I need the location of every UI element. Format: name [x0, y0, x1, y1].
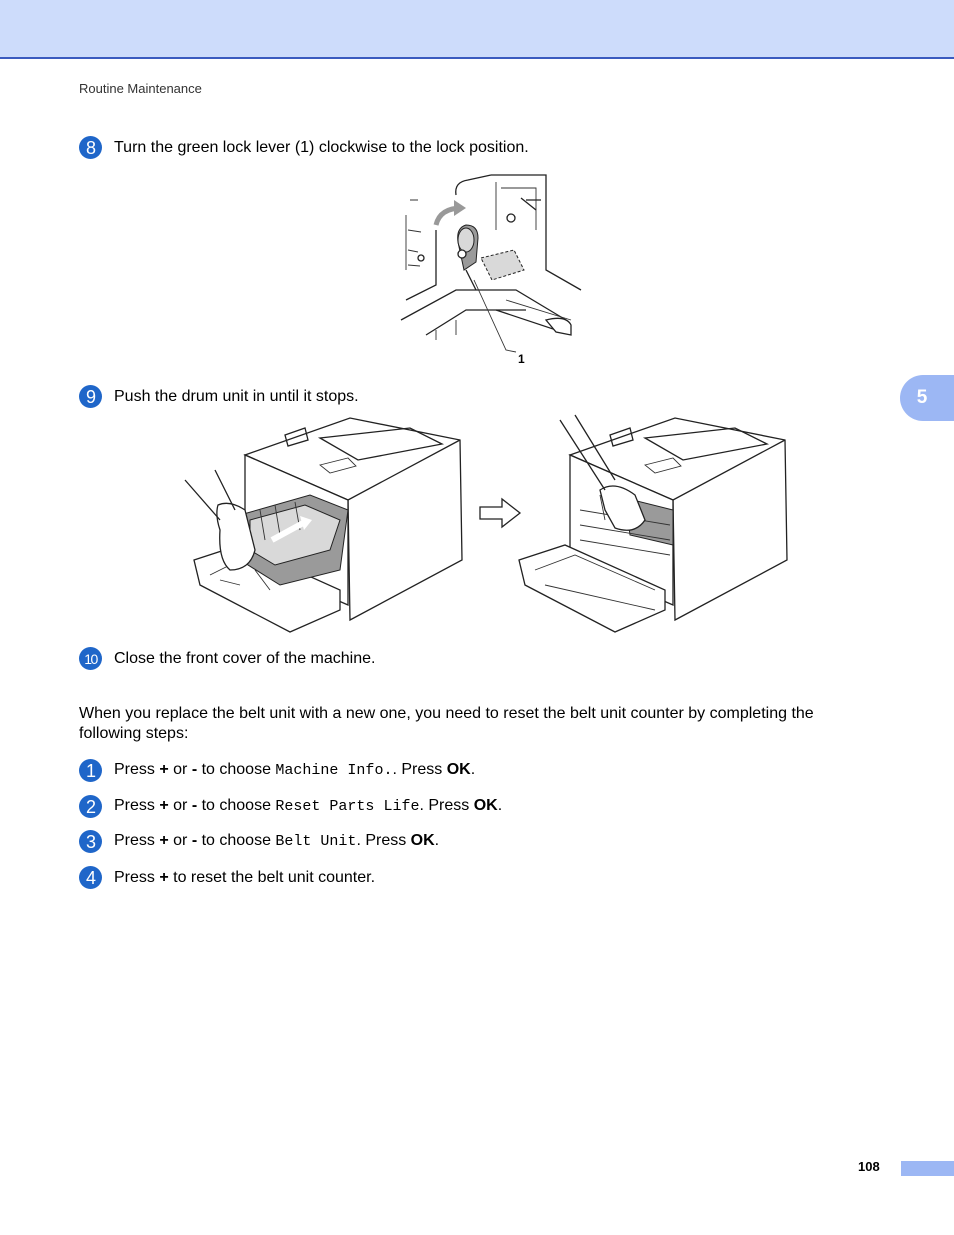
lock-lever-illustration — [396, 170, 586, 370]
step-number-badge: 10 — [79, 647, 102, 670]
minus-key: - — [191, 832, 198, 849]
text-press: Press — [114, 868, 160, 886]
plus-key: + — [159, 832, 169, 849]
text-rest: to reset the belt unit counter. — [168, 868, 376, 886]
ok-key: OK — [446, 761, 471, 778]
reset-step-2 — [79, 795, 502, 818]
text-choose: to choose — [197, 832, 276, 849]
step-number-badge: 4 — [79, 866, 102, 889]
reset-step-1 — [79, 759, 475, 782]
text-or: or — [168, 797, 192, 814]
text-press-ok: . Press — [392, 761, 447, 778]
header-band — [0, 0, 954, 59]
step-text — [114, 760, 475, 781]
step-text — [114, 796, 502, 817]
text-choose: to choose — [197, 761, 276, 778]
step-number-badge: 1 — [79, 759, 102, 782]
step-text — [114, 831, 439, 852]
text-press: Press — [114, 832, 160, 849]
text-end: . — [470, 761, 476, 778]
menu-item-name: Machine Info. — [275, 762, 393, 779]
plus-key: + — [159, 761, 169, 778]
ok-key: OK — [473, 797, 498, 814]
reset-step-3 — [79, 830, 439, 853]
text-press: Press — [114, 797, 160, 814]
callout-label: 1 — [518, 352, 525, 366]
step-10 — [79, 647, 375, 670]
minus-key: - — [191, 797, 198, 814]
reset-step-4 — [79, 866, 375, 889]
step-text — [114, 868, 375, 888]
text-or: or — [168, 761, 192, 778]
menu-item-name: Reset Parts Life — [275, 798, 420, 815]
step-number-badge: 3 — [79, 830, 102, 853]
step-number-badge: 9 — [79, 385, 102, 408]
text-press: Press — [114, 761, 160, 778]
text-or: or — [168, 832, 192, 849]
text-press-ok: . Press — [356, 832, 411, 849]
menu-item-name: Belt Unit — [275, 833, 357, 850]
text-end: . — [497, 797, 503, 814]
chapter-tab — [900, 375, 954, 421]
step-text: Close the front cover of the machine. — [114, 649, 376, 667]
text-press-ok: . Press — [419, 797, 474, 814]
step-number-badge: 8 — [79, 136, 102, 159]
page-number: 108 — [858, 1159, 880, 1174]
plus-key: + — [159, 868, 169, 886]
belt-reset-intro: When you replace the belt unit with a new one, you need to reset the belt unit counter by completing the following steps: — [79, 705, 814, 742]
step-9 — [79, 385, 359, 408]
printer-drum-inserted-illustration — [505, 410, 795, 635]
step-text: Push the drum unit in until it stops. — [114, 387, 359, 405]
step-text: Turn the green lock lever (1) clockwise to the lock position. — [114, 138, 529, 156]
printer-drum-insert-illustration — [180, 410, 470, 635]
chapter-number: 5 — [916, 387, 928, 408]
text-end: . — [434, 832, 440, 849]
footer-bar — [901, 1161, 954, 1176]
section-title: Routine Maintenance — [79, 81, 202, 96]
ok-key: OK — [410, 832, 435, 849]
step-number-badge: 2 — [79, 795, 102, 818]
minus-key: - — [191, 761, 198, 778]
text-choose: to choose — [197, 797, 276, 814]
step-8 — [79, 136, 529, 159]
plus-key: + — [159, 797, 169, 814]
